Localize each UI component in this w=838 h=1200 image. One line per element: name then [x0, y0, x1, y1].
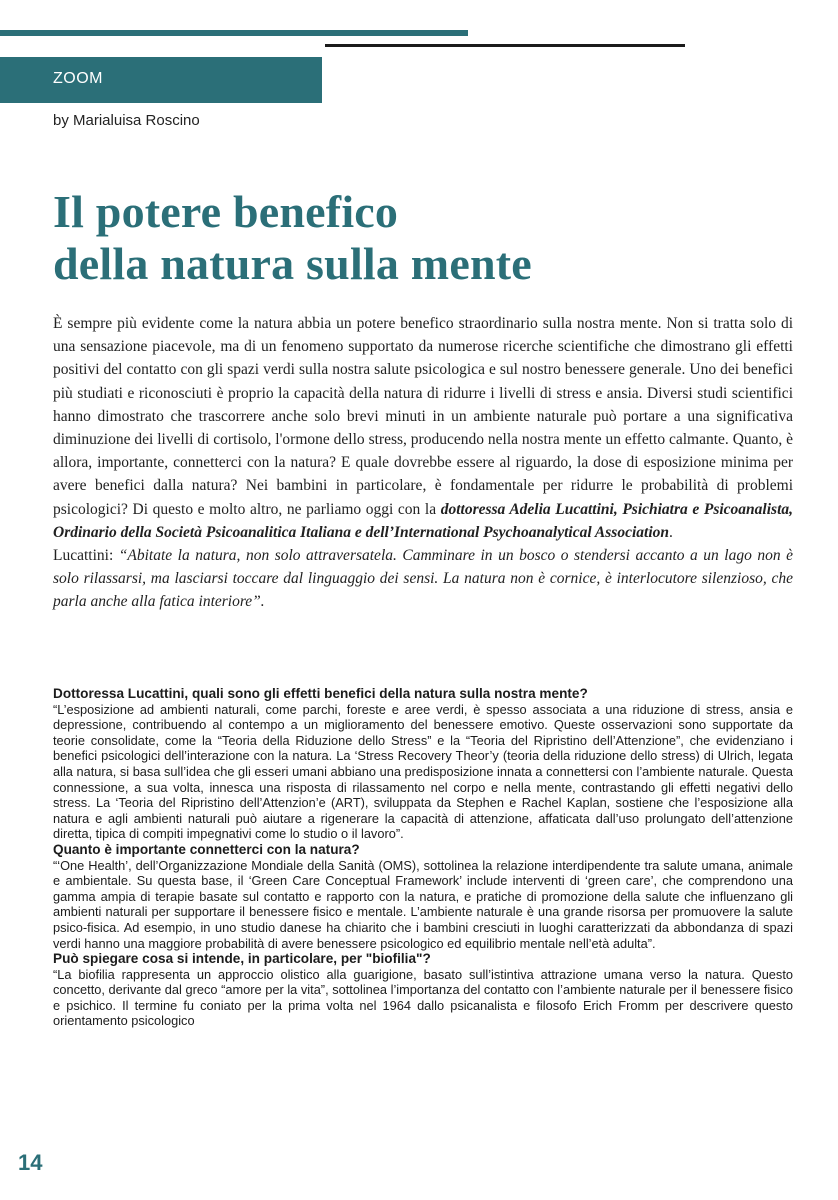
byline: by Marialuisa Roscino — [53, 112, 200, 129]
title-line-1: Il potere benefico — [53, 186, 399, 237]
article-title — [53, 186, 793, 290]
quote-speaker: Lucattini: — [53, 547, 119, 565]
pull-quote: “Abitate la natura, non solo attraversatela. Camminare in un bosco o stendersi accanto a un lago non è solo rilassarsi, ma lasciarsi toccare dal linguaggio dei sensi. La natura non è cornice, è interlocutore silenzioso, che parla anche alla fatica interiore”. — [53, 547, 793, 611]
intro-end: . — [669, 523, 673, 541]
question-3: Può spiegare cosa si intende, in particolare, per "biofilia"? — [53, 951, 431, 967]
answer-3: “La biofilia rappresenta un approccio olistico alla guarigione, basato sull’istintiva attrazione umana verso la natura. Questo concetto, derivante dal greco “amore per la vita”, sottolinea l’importanza del contatto con l’ambiente naturale per il benessere fisico e psichico. Il termine fu coniato per la prima volta nel 1964 dallo psicanalista e filosofo Erich Fromm per descrivere questo orientamento psicologico — [53, 966, 793, 1029]
article-intro — [53, 312, 793, 614]
answer-1: “L’esposizione ad ambienti naturali, come parchi, foreste e aree verdi, è spesso associata a una riduzione di stress, ansia e depressione, contribuendo al contempo a un miglioramento del benessere emotivo. Queste osservazioni sono supportate da teorie consolidate, come la “Teoria della Riduzione dello Stress” e la “Teoria del Ripristino dell’Attenzione”, che evidenziano i benefici psicologici dell’interazione con la natura. La ‘Stress Recovery Theor’y (teoria della riduzione dello stress) di Ulrich, legata alla natura, si basa sull’idea che gli esseri umani abbiano una predisposizione innata a connettersi con l’ambiente naturale. Questa connessione, a sua volta, innesca una risposta di rilassamento nel corpo e nella mente, contrastando gli effetti negativi dello stress. La ‘Teoria del Ripristino dell’Attenzion’e (ART), sviluppata da Stephen e Rachel Kaplan, sostiene che l’esposizione alla natura e agli ambienti naturali può aiutare a rigenerare la capacità di attenzione, affaticata dall’uso prolungato dell’attenzione diretta, tipica di compiti impegnativi come lo studio o il lavoro”. — [53, 701, 793, 842]
top-black-rule — [325, 44, 685, 47]
page-number: 14 — [18, 1150, 43, 1175]
top-teal-rule — [0, 30, 468, 36]
answer-2: “‘One Health’, dell’Organizzazione Mondiale della Sanità (OMS), sottolinea la relazione interdipendente tra salute umana, animale e ambientale. Su questa base, il ‘Green Care Conceptual Framework’ include interventi di ‘green care’, che comprendono una gamma ampia di terapie basate sul contatto e rapporto con la natura, e pratiche di promozione della salute che influenzano gli ambienti naturali per supportare il benessere fisico e mentale. L’ambiente naturale è una grande risorsa per promuovere la salute psico-fisica. Ad esempio, in uno studio danese ha chiarito che i bambini cresciuti in luoghi caratterizzati da abbondanza di spazi verdi hanno una maggiore probabilità di avere benessere psicologico ed equilibrio mentale nell’età adulta”. — [53, 857, 793, 951]
section-band — [0, 57, 322, 103]
question-1: Dottoressa Lucattini, quali sono gli effetti benefici della natura sulla nostra mente? — [53, 686, 588, 701]
title-line-2: della natura sulla mente — [53, 238, 532, 289]
intro-interviewee: dottoressa Adelia Lucattini, Psichiatra e Psicoanalista, Ordinario della Società Psicoanalitica Italiana e dell’International Psychoanalytical Association — [53, 500, 793, 541]
intro-text: È sempre più evidente come la natura abbia un potere benefico straordinario sulla nostra mente. Non si tratta solo di una sensazione piacevole, ma di un fenomeno supportato da numerose ricerche scientifiche che dimostrano gli effetti positivi del contatto con gli spazi verdi sulla nostra salute psicologica e sul nostro benessere generale. Uno dei benefici più studiati e riconosciuti è proprio la capacità della natura di ridurre i livelli di stress e ansia. Diversi studi scientifici hanno dimostrato che trascorrere anche solo brevi minuti in un ambiente naturale può portare a una significativa diminuzione dei livelli di cortisolo, l'ormone dello stress, producendo nella nostra mente un effetto calmante. Quanto, è allora, importante, connetterci con la natura? E quale dovrebbe essere al riguardo, la dose di esposizione minima per avere benefici dalla natura? Nei bambini in particolare, è fondamentale per ridurre le probabilità di problemi psicologici? Di questo e molto altro, ne parliamo oggi con la — [53, 315, 793, 518]
section-label: ZOOM — [53, 70, 103, 87]
interview-section — [53, 686, 793, 1029]
question-2: Quanto è importante connetterci con la natura? — [53, 841, 360, 857]
